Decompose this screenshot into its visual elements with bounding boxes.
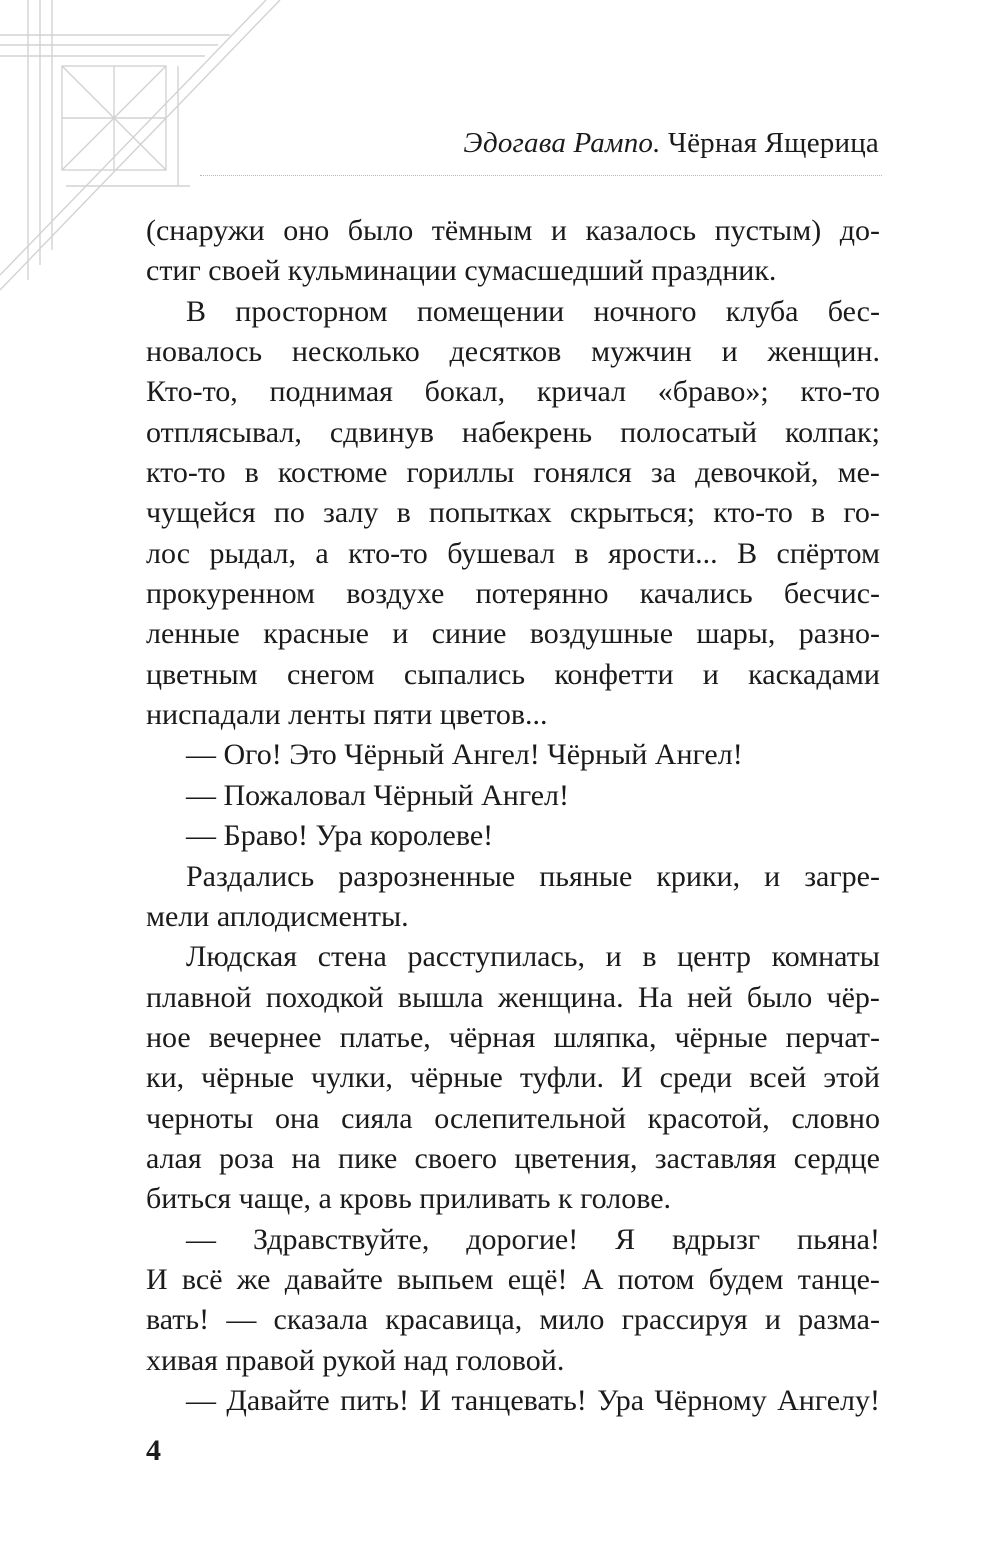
running-head-author: Эдогава Рампо. [463, 127, 661, 159]
text-line: — Ого! Это Чёрный Ангел! Чёрный Ангел! [186, 738, 743, 772]
text-line: — Пожаловал Чёрный Ангел! [186, 778, 569, 812]
text-line: (снаружи оно было тёмным и казалось пустым) до- [146, 214, 880, 247]
text-line: В просторном помещении ночного клуба бес- [186, 294, 880, 328]
text-line: Людская стена расступилась, и в центр комнаты [186, 940, 880, 974]
text-line: — Браво! Ура королеве! [186, 819, 494, 853]
page-number: 4 [146, 1434, 161, 1467]
text-line: кто-то в костюме гориллы гонялся за девочкой, ме- [146, 456, 880, 490]
text-line: Раздались разрозненные пьяные крики, и загре- [186, 859, 880, 893]
text-line: черноты она сияла ослепительной красотой, словно [146, 1101, 880, 1135]
text-line: ки, чёрные чулки, чёрные туфли. И среди всей этой [146, 1061, 880, 1095]
text-line: И всё же давайте выпьем ещё! А потом будем танце- [146, 1262, 880, 1296]
text-line: ное вечернее платье, чёрная шляпка, чёрные перчат- [146, 1020, 880, 1054]
text-line: вать! — сказала красавица, мило грассируя и разма- [146, 1303, 880, 1337]
text-line: ниспадали ленты пяти цветов... [146, 698, 548, 732]
text-line: — Здравствуйте, дорогие! Я вдрызг пьяна! [186, 1222, 880, 1256]
text-line: алая роза на пике своего цветения, заставляя сердце [146, 1141, 880, 1175]
text-line: стиг своей кульминации сумасшедший праздник. [146, 254, 777, 288]
text-line: лос рыдал, а кто-то бушевал в ярости... В спёртом [146, 536, 880, 570]
running-head-title: Чёрная Ящерица [668, 127, 879, 159]
text-line: прокуренном воздухе потерянно качались бесчис- [146, 577, 880, 611]
text-line: отплясывал, сдвинув набекрень полосатый колпак; [146, 415, 880, 449]
text-line: новалось несколько десятков мужчин и женщин. [146, 335, 880, 369]
body-text [146, 211, 880, 1421]
text-line: — Давайте пить! И танцевать! Ура Чёрному Ангелу! [186, 1383, 880, 1417]
text-line: хивая правой рукой над головой. [146, 1343, 565, 1377]
text-line: биться чаще, а кровь приливать к голове. [146, 1182, 672, 1216]
text-line: мели аплодисменты. [146, 899, 409, 933]
running-head-rule [200, 175, 882, 176]
text-line: цветным снегом сыпались конфетти и каскадами [146, 657, 880, 691]
text-line: плавной походкой вышла женщина. На ней было чёр- [146, 980, 880, 1014]
running-head [463, 127, 879, 160]
text-line: Кто-то, поднимая бокал, кричал «браво»; кто-то [146, 375, 880, 409]
text-line: ленные красные и синие воздушные шары, разно- [146, 617, 880, 651]
text-line: чущейся по залу в попытках скрыться; кто-то в го- [146, 496, 880, 530]
